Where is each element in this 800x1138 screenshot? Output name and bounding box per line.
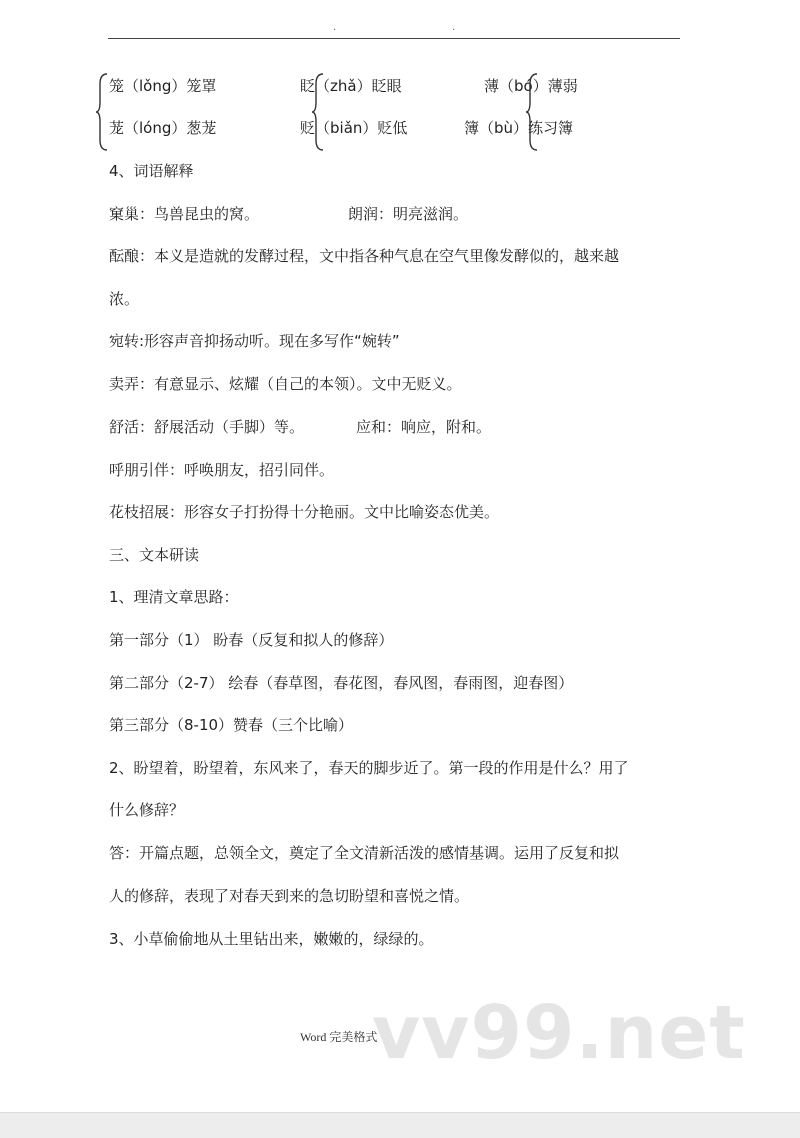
header-dot: . <box>452 22 456 33</box>
definition-langrun: 朗润：明亮滋润。 <box>348 205 469 223</box>
outline-part-1: 第一部分（1） 盼春（反复和拟人的修辞） <box>109 631 394 649</box>
definition-kechao: 窠巢：鸟兽昆虫的窝。 <box>109 205 260 223</box>
definition-hupengyinban: 呼朋引伴：呼唤朋友，招引同伴。 <box>109 461 335 479</box>
watermark: vv99.net <box>372 990 746 1076</box>
page-bottom-bar <box>0 1112 800 1138</box>
question-3: 3、小草偷偷地从土里钻出来，嫩嫩的，绿绿的。 <box>109 930 434 948</box>
pinyin-group3-row2: 簿（bù）练习簿 <box>464 119 574 137</box>
definition-mainong: 卖弄：有意显示、炫耀（自己的本领）。文中无贬义。 <box>109 375 462 393</box>
pinyin-group1-row2: 茏（lóng）葱茏 <box>109 119 217 137</box>
left-brace-icon <box>96 72 108 152</box>
definition-wanzhuan: 宛转:形容声音抑扬动听。现在多写作“婉转” <box>109 332 400 350</box>
question-2-cont: 什么修辞？ <box>109 801 185 819</box>
definition-yunniang: 酝酿：本义是造就的发酵过程，文中指各种气息在空气里像发酵似的，越来越 <box>109 247 620 265</box>
definition-yunniang-cont: 浓。 <box>109 290 140 308</box>
outline-part-3: 第三部分（8-10）赞春（三个比喻） <box>109 716 354 734</box>
answer-2-cont: 人的修辞，表现了对春天到来的急切盼望和喜悦之情。 <box>109 887 470 905</box>
outline-part-2: 第二部分（2-7） 绘春（春草图，春花图，春风图，春雨图，迎春图） <box>109 674 574 692</box>
answer-2: 答：开篇点题，总领全文，奠定了全文清新活泼的感情基调。运用了反复和拟 <box>109 844 620 862</box>
pinyin-group2-row1: 眨（zhǎ）眨眼 <box>300 77 402 95</box>
left-brace-icon <box>526 72 538 152</box>
definition-huazhizhaozhan: 花枝招展：形容女子打扮得十分艳丽。文中比喻姿态优美。 <box>109 503 500 521</box>
section-3-heading: 三、文本研读 <box>109 546 200 564</box>
section-4-heading: 4、词语解释 <box>109 162 194 180</box>
pinyin-group2-row2: 贬（biǎn）贬低 <box>300 119 408 137</box>
item-1-heading: 1、理清文章思路： <box>109 588 239 606</box>
header-rule <box>108 38 680 39</box>
pinyin-group1-row1: 笼（lǒng）笼罩 <box>109 77 217 95</box>
definition-shuhuo: 舒活：舒展活动（手脚）等。 <box>109 418 305 436</box>
definition-yinghe: 应和：响应，附和。 <box>356 418 492 436</box>
question-2: 2、盼望着，盼望着，东风来了，春天的脚步近了。第一段的作用是什么？用了 <box>109 759 629 777</box>
page-footer: Word 完美格式 <box>300 1030 378 1044</box>
header-dot: . <box>333 22 337 33</box>
pinyin-group3-row1: 薄（bó）薄弱 <box>484 77 578 95</box>
